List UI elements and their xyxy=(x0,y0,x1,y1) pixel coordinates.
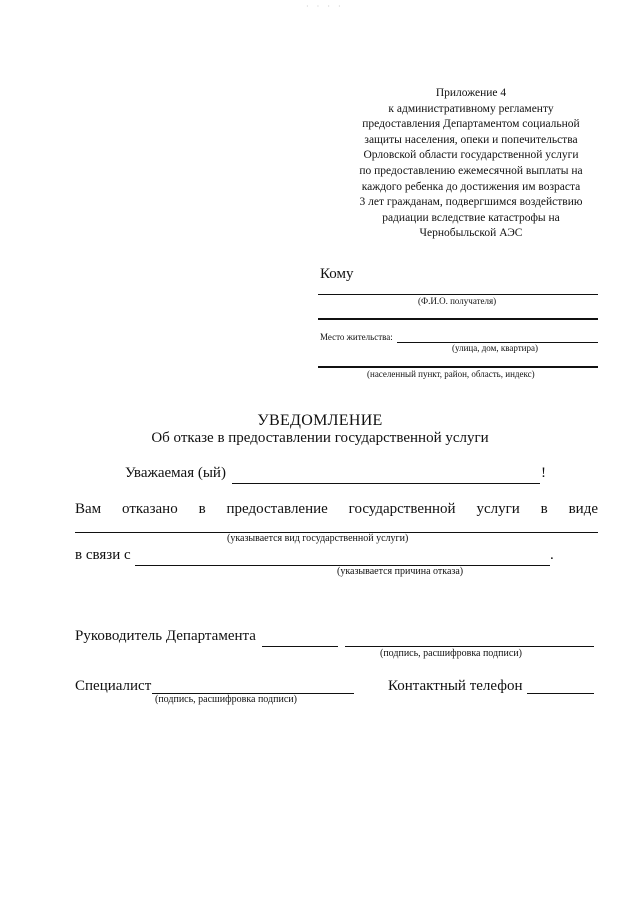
specialist-label: Специалист xyxy=(75,678,152,694)
department-head-label: Руководитель Департамента xyxy=(75,628,256,644)
annex-line: 3 лет гражданам, подвергшимся воздействию xyxy=(359,196,583,209)
annex-line: по предоставлению ежемесячной выплаты на xyxy=(359,164,583,177)
refusal-word: государственной xyxy=(348,501,456,517)
address-caption: (улица, дом, квартира) xyxy=(452,343,538,353)
refusal-sentence xyxy=(75,501,598,518)
fio-caption: (Ф.И.О. получателя) xyxy=(418,296,497,306)
recipient-fio-line[interactable] xyxy=(318,294,598,295)
annex-line: Приложение 4 xyxy=(435,87,507,99)
residence-label: Место жительства: xyxy=(320,332,393,342)
refusal-word: предоставление xyxy=(226,501,328,517)
recipient-extra-line[interactable] xyxy=(318,318,598,320)
scan-artifact: · · · · xyxy=(306,2,344,11)
locality-caption: (населенный пункт, район, область, индекс) xyxy=(367,369,535,379)
annex-header xyxy=(318,86,624,242)
refusal-word: услуги xyxy=(476,501,520,517)
annex-line: Чернобыльской АЭС xyxy=(419,227,523,240)
reason-caption: (указывается причина отказа) xyxy=(337,566,464,577)
refusal-word: в xyxy=(540,501,548,517)
contact-phone-label: Контактный телефон xyxy=(388,678,523,694)
due-to-label: в связи с xyxy=(75,547,131,563)
head-signature-line[interactable] xyxy=(262,646,338,647)
greeting-exclamation: ! xyxy=(541,465,546,481)
refusal-word: виде xyxy=(568,501,598,517)
refusal-word: отказано xyxy=(122,501,178,517)
annex-line: защиты населения, опеки и попечительства xyxy=(364,133,578,146)
service-caption: (указывается вид государственной услуги) xyxy=(227,533,409,544)
notice-subtitle: Об отказе в предоставлении государственной услуги xyxy=(151,430,489,446)
specialist-signature-caption: (подпись, расшифровка подписи) xyxy=(155,694,297,705)
greeting-label: Уважаемая (ый) xyxy=(125,465,226,481)
reason-period: . xyxy=(550,547,554,563)
annex-line: радиации вследствие катастрофы на xyxy=(382,211,560,224)
recipient-to-label: Кому xyxy=(320,266,354,282)
annex-line: каждого ребенка до достижения им возраста xyxy=(361,180,581,193)
refusal-word: Вам xyxy=(75,501,102,517)
contact-phone-line[interactable] xyxy=(527,693,594,694)
annex-line: Орловской области государственной услуги xyxy=(363,149,579,162)
head-signature-caption: (подпись, расшифровка подписи) xyxy=(380,648,522,659)
greeting-name-line[interactable] xyxy=(232,483,540,484)
residence-locality-line[interactable] xyxy=(318,366,598,368)
annex-line: предоставления Департаментом социальной xyxy=(362,118,580,131)
head-name-line[interactable] xyxy=(345,646,594,647)
refusal-word: в xyxy=(198,501,206,517)
notice-title: УВЕДОМЛЕНИЕ xyxy=(257,412,383,429)
annex-line: к административному регламенту xyxy=(388,102,554,115)
